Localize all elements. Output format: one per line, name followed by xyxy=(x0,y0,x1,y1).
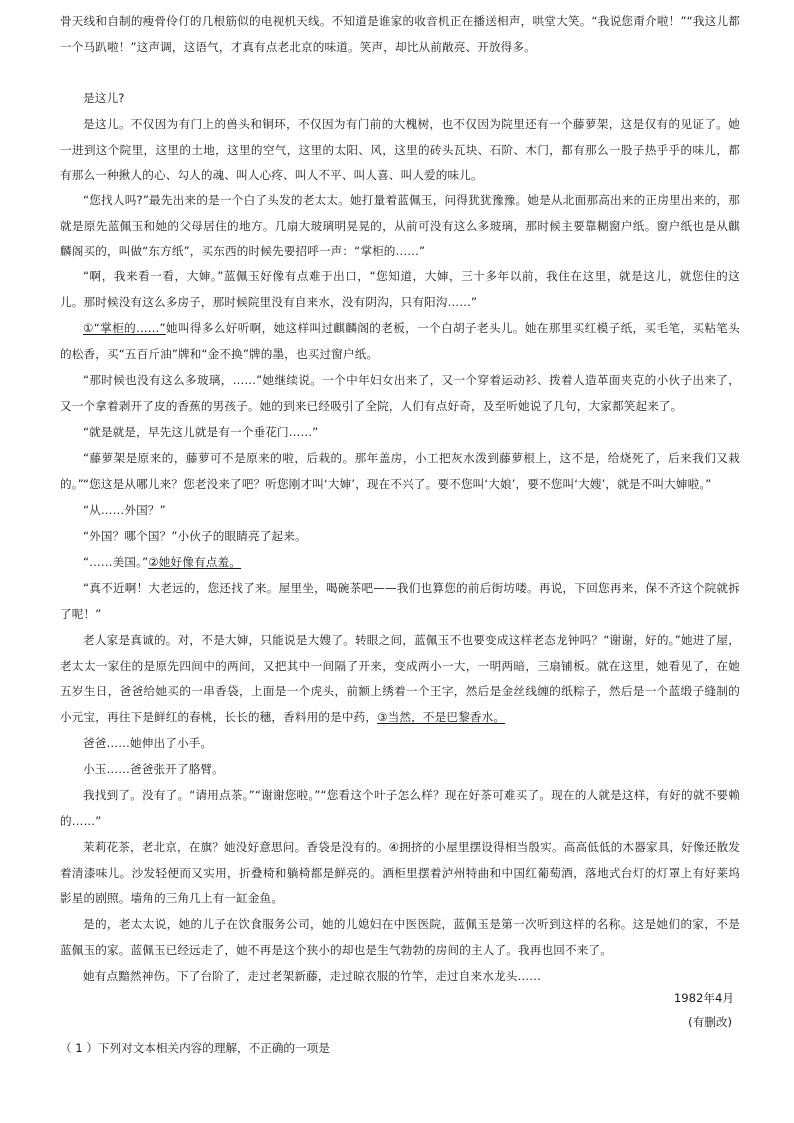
paragraph-14: “真不近啊！大老远的，您还找了来。屋里坐，喝碗茶吧——我们也算您的前后街坊喽。再说，下回您再来，保不齐这个院就拆了呢！” xyxy=(60,581,740,621)
annotated-sentence-2: ②她好像有点羞。 xyxy=(148,555,241,569)
paragraph-9: “藤萝架是原来的，藤萝可不是原来的啦，后栽的。那年盖房，小工把灰水泼到藤萝根上，这不是，给烧死了，后来我们又栽的。” xyxy=(60,451,740,491)
paragraph-3: 是这儿。不仅因为有门上的兽头和铜环，不仅因为有门前的大槐树，也不仅因为院里还有一个藤萝架，这是仅有的见证了。她一进到这个院里，这里的土地，这里的空气，这里的太阳、风，这里的砖头瓦块、石阶、木门，都有那么一股子热乎乎的味儿，都有那么一种揪人的心、勾人的魂、叫人心疼、叫人不平、叫人喜、叫人爱的味儿。 xyxy=(60,117,740,182)
paragraph-4: “您找人吗?”最先出来的是一个白了头发的老太太。她打量着蓝佩玉，问得犹犹豫豫。她是从北面那高出来的正房里出来的，那就是原先蓝佩玉和她的父母居住的地方。几扇大玻璃明晃晃的，从前可没有这么多玻璃，那时候主要靠糊窗户纸。窗户纸也是从麒麟阁买的，叫做“东方纸”，买东西的时候先要招呼一声：“掌柜的……” xyxy=(60,193,740,258)
paragraph-19: 茉莉花茶，老北京，在旗？她没好意思问。香袋是没有的。④拥挤的小屋里摆设得相当殷实。高高低低的木器家具，好像还散发着清漆味儿。沙发轻便而又实用，折叠椅和躺椅都是鲜亮的。酒柜里摆着泸州特曲和中国红葡萄酒，落地式台灯的灯罩上有好莱坞影星的剧照。墙角的三角几上有一缸金鱼。 xyxy=(60,840,740,905)
annotated-sentence-1: ①“掌柜的……” xyxy=(83,321,166,335)
abridged-note: (有删改) xyxy=(688,1015,732,1029)
paragraph-11: “从……外国？” xyxy=(83,503,166,517)
question-1: （ 1 ）下列对文本相关内容的理解，不正确的一项是 xyxy=(60,1041,330,1055)
paragraph-12: “外国？哪个国？”小伙子的眼睛亮了起来。 xyxy=(83,529,307,543)
date-line: 1982年4月 xyxy=(673,991,734,1005)
paragraph-2: 是这儿? xyxy=(83,91,125,105)
paragraph-6-rest: 她叫得多么好听啊，她这样叫过麒麟阁的老板，一个白胡子老头儿。她在那里买红模子纸，买毛笔，买粘笔头的松香，买“五百斤油”牌和“金不换”牌的墨，也买过窗户纸。 xyxy=(60,321,740,361)
paragraph-15-text: 老人家是真诚的。对，不是大婶，只能说是大嫂了。转眼之间，蓝佩玉不也要变成这样老态龙钟吗？“谢谢，好的。”她进了屋，老太太一家住的是原先四间中的两间，又把其中一间隔了开来，变成两小一大，一明两暗，三扇铺板。就在这里，她看见了，在她五岁生日，爸爸给她买的一串香袋，上面是一个虎头，前额上绣着一个王字，然后是金丝线缠的纸粽子，然后是一个蓝缎子缝制的小元宝，再往下是鲜红的春桃，长长的穗，香料用的是中药， xyxy=(60,633,740,724)
paragraph-7: “那时候也没有这么多玻璃，……”她继续说。一个中年妇女出来了，又一个穿着运动衫、拨着人造革面夹克的小伙子出来了，又一个拿着剥开了皮的香蕉的男孩子。她的到来已经吸引了全院，人们有点好奇，及至听她说了几句，大家都笑起来了。 xyxy=(60,373,740,413)
paragraph-18: 我找到了。没有了。“请用点茶。”“谢谢您啦。”“您看这个叶子怎么样？现在好茶可难买了。现在的人就是这样，有好的就不要赖的……” xyxy=(60,788,740,828)
paragraph-13 xyxy=(60,550,740,576)
paragraph-1: 骨天线和自制的瘦骨伶仃的几根筋似的电视机天线。不知道是谁家的收音机正在播送相声，哄堂大笑。“我说您甭介啦！”“我这儿都一个马趴啦！”这声调，这语气，才真有点老北京的味道。笑声，却比从前敞亮、开放得多。 xyxy=(60,14,740,54)
paragraph-15 xyxy=(60,628,740,730)
paragraph-5: “啊，我来看一看，大婶。”蓝佩玉好像有点难于出口，“您知道，大婶，三十多年以前，我住在这里，就是这儿，就您住的这儿。那时候没有这么多房子，那时候院里没有自来水，没有阴沟，只有阳沟……” xyxy=(60,269,740,309)
paragraph-17: 小玉……爸爸张开了胳臂。 xyxy=(83,762,224,776)
paragraph-16: 爸爸……她伸出了小手。 xyxy=(83,736,213,750)
paragraph-10: “您这是从哪儿来？您老没来了吧？听您刚才叫‘大婶’，现在不兴了。要不您叫‘大娘’，要不您叫‘大嫂’，就是不叫大婶啦。” xyxy=(83,477,712,491)
paragraph-6 xyxy=(60,316,740,367)
paragraph-21: 她有点黯然神伤。下了台阶了，走过老架新藤，走过晾衣服的竹竿，走过自来水龙头…… xyxy=(83,969,542,983)
paragraph-13-quote: “……美国。” xyxy=(83,555,149,569)
paragraph-8: “就是就是，早先这儿就是有一个垂花门……” xyxy=(83,425,319,439)
paragraph-20: 是的，老太太说，她的儿子在饮食服务公司，她的儿媳妇在中医医院，蓝佩玉是第一次听到这样的名称。这是她们的家，不是蓝佩玉的家。蓝佩玉已经远走了，她不再是这个狭小的却也是生气勃勃的房间的主人了。我再也回不来了。 xyxy=(60,917,740,957)
annotated-sentence-3: ③当然，不是巴黎香水。 xyxy=(377,709,506,724)
